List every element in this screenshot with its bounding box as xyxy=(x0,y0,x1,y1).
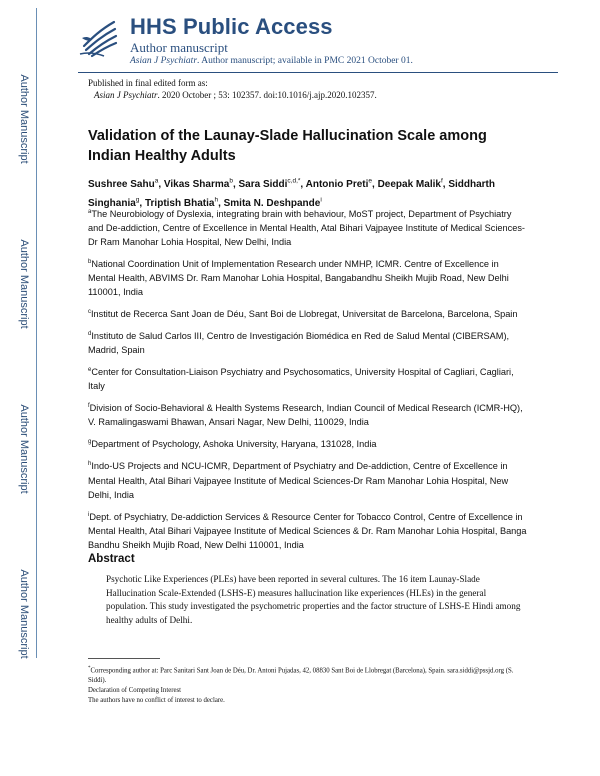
published-info: Published in final edited form as: Asian J Psychiatr. 2020 October ; 53: 102357. doi:10.1016/j.ajp.2020.102357. xyxy=(88,78,377,100)
abstract-body: Psychotic Like Experiences (PLEs) have been reported in several cultures. The 16 item Launay-Slade Hallucination Scale-Extended (LSHS-E) measures hallucination like experiences (HLEs) in the general population. This study investigated the psychometric properties and the factor structure of LSHS-E Hindi among healthy adults of Delhi. xyxy=(106,574,521,625)
author: Vikas Sharma$^b$, xyxy=(163,178,239,191)
author: Antonio Preti$^e$, xyxy=(305,178,378,191)
side-label: Author Manuscript xyxy=(18,404,30,494)
author: Deepak Malik$^f$, xyxy=(377,178,449,191)
affiliations xyxy=(88,205,528,558)
side-label: Author Manuscript xyxy=(18,239,30,329)
corresponding-author-note: *Corresponding author at: Parc Sanitari Sant Joan de Déu, Dr. Antoni Pujadas, 42, 08830 Sant Boi de Llobregat (Barcelona), Spain. sara.siddi@pssjd.org (S. Siddi). xyxy=(88,666,514,685)
hhs-public-access-title: HHS Public Access xyxy=(130,14,333,39)
affiliation: $^c$Institut de Recerca Sant Joan de Déu, Sant Boi de Llobregat, Universitat de Barcelona, Barcelona, Spain xyxy=(88,309,518,320)
footnote-divider xyxy=(88,658,160,659)
author: Sushree Sahu$^a$, xyxy=(88,178,164,191)
affiliation: $^e$Center for Consultation-Liaison Psychiatry and Psychosomatics, University Hospital of Cagliari, Cagliari, Italy xyxy=(88,367,514,392)
author: Siddharth Singhania$^g$, xyxy=(88,179,495,209)
affiliation: $^f$Division of Socio-Behavioral & Health Systems Research, Indian Council of Medical Research (ICMR-HQ), V. Ramalingaswami Bhawan, Ansari Nagar, New Delhi, 110029, India xyxy=(88,403,523,428)
abstract-heading: Abstract xyxy=(88,553,135,565)
declaration-heading: Declaration of Competing Interest xyxy=(88,686,182,694)
affiliation: $^b$National Coordination Unit of Implementation Research under NMHP, ICMR. Centre of Excellence in Mental Health, ABVIMS Dr. Ram Manohar Lohia Hospital, Bangabandhu Sheikh Mujib Road, New Delhi 110001, India xyxy=(88,259,509,298)
side-label: Author Manuscript xyxy=(18,74,30,164)
header-divider xyxy=(78,72,558,73)
affiliation: $^a$The Neurobiology of Dyslexia, integrating brain with behaviour, MoST project, Department of Psychiatry and De-addiction, Centre of Excellence in Mental Health, Atal Bihari Vajpayee Institute of Medical Sciences-Dr Ram Manohar Lohia Hospital, New Delhi, India xyxy=(88,209,525,248)
affiliation: $^d$Instituto de Salud Carlos III, Centro de Investigación Biomédica en Red de Salud Mental (CIBERSAM), Madrid, Spain xyxy=(88,331,510,356)
author-manuscript-subtitle: Author manuscript xyxy=(130,40,228,55)
affiliation: $^i$Dept. of Psychiatry, De-addiction Services & Resource Center for Tobacco Control, Centre of Excellence in Mental Health, Atal Bihari Vajpayee Institute of Medical Sciences & Dr. Ram Manohar Lohia Hospital, Banga Bandhu Sheikh Mujib Road, New Delhi 110001, India xyxy=(88,511,527,550)
sidebar xyxy=(0,0,62,776)
author: Sara Siddi$^{c,d,*}$, xyxy=(238,178,306,191)
author: Triptish Bhatia$^h$, xyxy=(144,196,224,209)
footnotes xyxy=(88,664,528,705)
affiliation: $^g$Department of Psychology, Ashoka University, Haryana, 131028, India xyxy=(88,439,377,450)
author: Smita N. Deshpande$^i$ xyxy=(223,196,322,209)
availability-citation: Asian J Psychiatr. Author manuscript; available in PMC 2021 October 01. xyxy=(130,56,413,66)
affiliation: $^h$Indo-US Projects and NCU-ICMR, Department of Psychiatry and De-addiction, Centre of Excellence in Mental Health, Atal Bihari Vajpayee Institute of Medical Sciences-Dr Ram Manohar Lohia Hospital, New Delhi, India xyxy=(88,461,509,500)
article-title: Validation of the Launay-Slade Hallucination Scale among Indian Healthy Adults xyxy=(88,128,487,164)
declaration-text: The authors have no conflict of interest to declare. xyxy=(88,696,225,704)
side-label: Author Manuscript xyxy=(18,569,30,659)
hhs-eagle-logo-icon xyxy=(78,16,120,58)
sidebar-rule xyxy=(36,8,37,658)
